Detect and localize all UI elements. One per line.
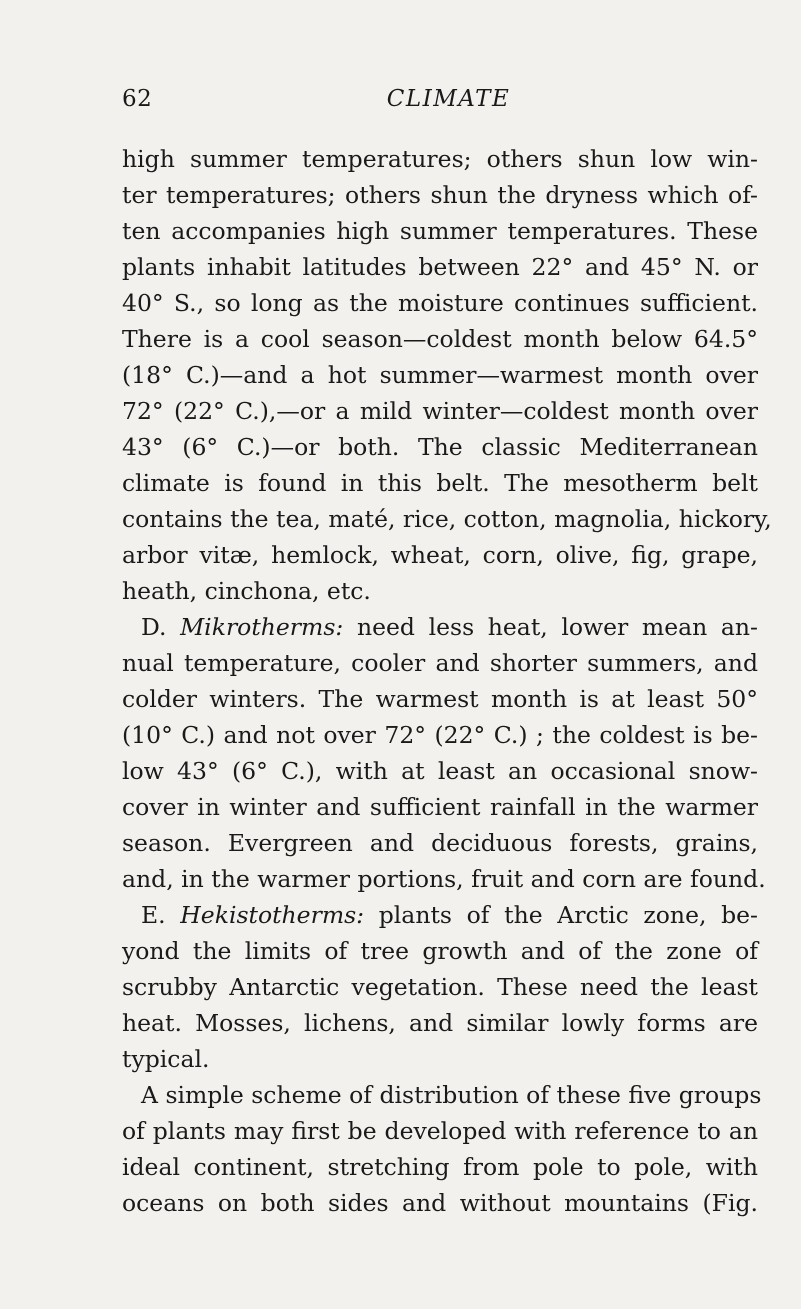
- text-line: of plants may first be developed with reference to an: [122, 1117, 758, 1145]
- text-line: ideal continent, stretching from pole to pole, with: [122, 1153, 758, 1181]
- text-line: heath, cinchona, etc.: [122, 577, 371, 605]
- page-number: 62: [122, 86, 153, 112]
- term-hekistotherms: Hekistotherms:: [180, 901, 365, 929]
- text-line: nual temperature, cooler and shorter summers, and: [122, 649, 758, 677]
- text-line: (18° C.)—and a hot summer—warmest month over: [122, 361, 758, 389]
- text-line: 40° S., so long as the moisture continues sufficient.: [122, 289, 758, 317]
- text-line: ter temperatures; others shun the dryness which of-: [122, 181, 758, 209]
- text-line: low 43° (6° C.), with at least an occasional snow-: [122, 757, 758, 785]
- text-line: ten accompanies high summer temperatures. These: [122, 217, 758, 245]
- text-line: and, in the warmer portions, fruit and corn are found.: [122, 865, 766, 893]
- text-line: high summer temperatures; others shun low win-: [122, 145, 758, 173]
- text-line: arbor vitæ, hemlock, wheat, corn, olive, fig, grape,: [122, 541, 758, 569]
- line-text: plants of the Arctic zone, be-: [364, 901, 758, 929]
- text-line: heat. Mosses, lichens, and similar lowly forms are: [122, 1009, 758, 1037]
- section-letter: D.: [141, 613, 181, 641]
- text-line: typical.: [122, 1045, 210, 1073]
- text-line-hekistotherms: [122, 897, 758, 933]
- text-line: 43° (6° C.)—or both. The classic Mediterranean: [122, 433, 758, 461]
- text-line: season. Evergreen and deciduous forests, grains,: [122, 829, 758, 857]
- body-text: [122, 141, 772, 1221]
- text-line: colder winters. The warmest month is at least 50°: [122, 685, 758, 713]
- running-title: CLIMATE: [386, 86, 511, 112]
- text-line: scrubby Antarctic vegetation. These need the least: [122, 973, 758, 1001]
- text-line-mikrotherms: [122, 609, 758, 645]
- text-line: plants inhabit latitudes between 22° and 45° N. or: [122, 253, 758, 281]
- text-line: 72° (22° C.),—or a mild winter—coldest month over: [122, 397, 758, 425]
- text-line: oceans on both sides and without mountains (Fig.: [122, 1189, 758, 1217]
- text-line: yond the limits of tree growth and of the zone of: [122, 937, 758, 965]
- term-mikrotherms: Mikrotherms:: [180, 613, 344, 641]
- text-line: climate is found in this belt. The mesotherm belt: [122, 469, 758, 497]
- text-line: (10° C.) and not over 72° (22° C.) ; the coldest is be-: [122, 721, 758, 749]
- text-line: There is a cool season—coldest month below 64.5°: [122, 325, 758, 353]
- text-line: A simple scheme of distribution of these five groups: [141, 1081, 762, 1109]
- text-line: contains the tea, maté, rice, cotton, magnolia, hickory,: [122, 505, 772, 533]
- section-letter: E.: [141, 901, 181, 929]
- running-head: [122, 86, 755, 118]
- text-line: cover in winter and sufficient rainfall in the warmer: [122, 793, 758, 821]
- line-text: need less heat, lower mean an-: [343, 613, 758, 641]
